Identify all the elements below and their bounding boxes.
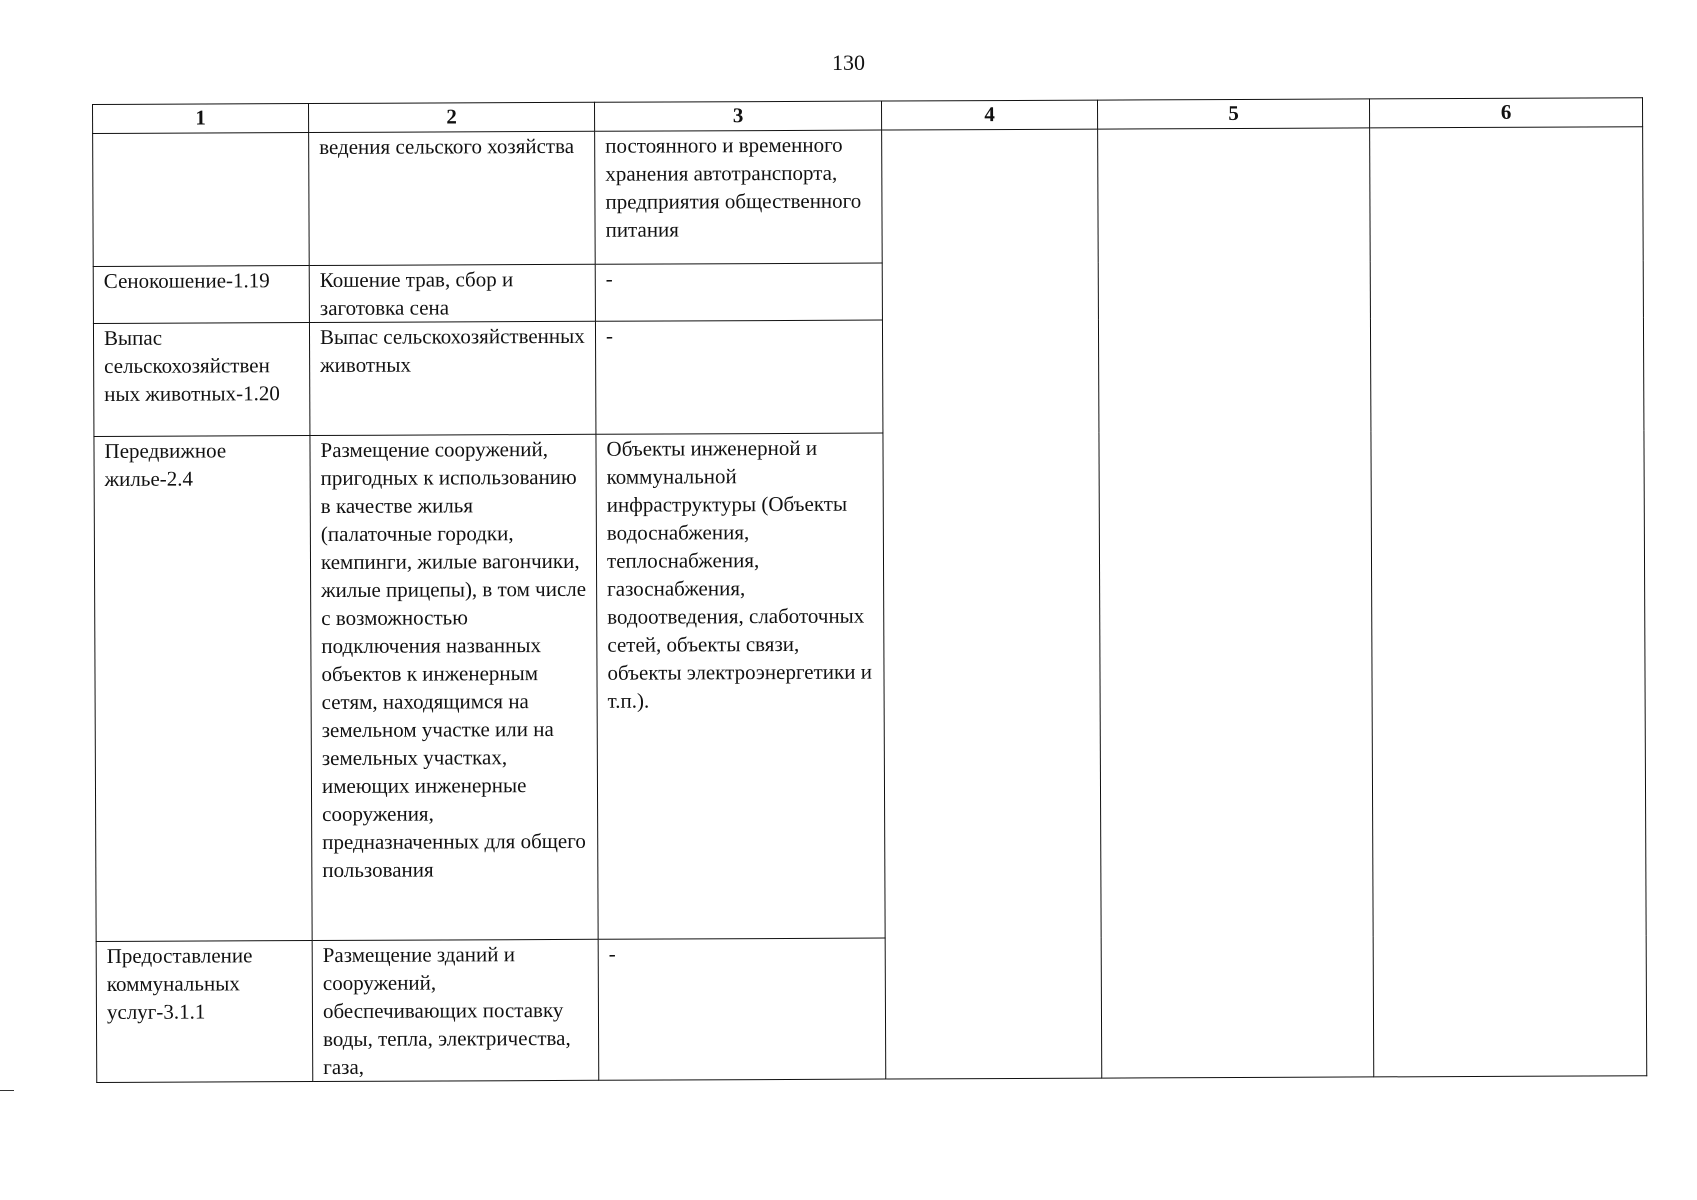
table-row [94, 430, 1646, 942]
row-4-col-4 [883, 432, 1101, 938]
table-row [96, 935, 1647, 1083]
row-5-col-4 [885, 937, 1102, 1079]
row-1-col-5 [1098, 128, 1371, 262]
row-5-use-type: Предоставление коммунальных услуг-3.1.1 [96, 941, 313, 1083]
row-3-col-6 [1370, 317, 1643, 431]
row-1-use-type [93, 133, 310, 267]
row-4-col-5 [1099, 431, 1373, 937]
table-row [93, 127, 1644, 267]
row-2-col-6 [1370, 260, 1643, 318]
land-use-table [92, 97, 1647, 1083]
row-4-description: Размещение сооружений, пригодных к использованию в качестве жилья (палаточные городки, кемпинги, жилые вагончики, жилые прицепы), в том числе с возможностью подключения названных объектов к инженерным сетям, находящимся на земельном участке или на земельных участках, имеющих инженерные сооружения, предназначенных для общего пользования [310, 434, 598, 940]
column-header-1: 1 [93, 104, 309, 134]
row-5-col-5 [1101, 936, 1374, 1078]
column-header-6: 6 [1369, 98, 1642, 128]
row-4-use-type: Передвижное жилье-2.4 [94, 436, 312, 942]
row-4-auxiliary-use: Объекты инженерной и коммунальной инфраструктуры (Объекты водоснабжения, теплоснабжения, газоснабжения, водоотведения, слаботочных сетей, объекты связи, объекты электроэнергетики и т.п.). [596, 433, 885, 939]
column-header-2: 2 [309, 102, 595, 132]
row-3-description: Выпас сельскохозяйственных животных [309, 321, 595, 435]
column-header-4: 4 [881, 100, 1097, 130]
row-1-auxiliary-use: постоянного и временного хранения автотранспорта, предприятия общественного питания [595, 130, 883, 264]
row-5-description: Размещение зданий и сооружений, обеспечивающих поставку воды, тепла, электричества, газа, [312, 939, 599, 1081]
row-2-auxiliary-use: - [595, 263, 882, 321]
row-2-col-4 [882, 262, 1098, 320]
row-3-col-5 [1098, 318, 1370, 432]
row-1-col-4 [882, 129, 1099, 263]
row-5-col-6 [1373, 935, 1647, 1077]
row-1-description: ведения сельского хозяйства [309, 131, 596, 265]
column-header-3: 3 [594, 101, 881, 131]
row-3-auxiliary-use: - [595, 320, 882, 434]
row-1-col-6 [1370, 127, 1644, 261]
row-4-col-6 [1371, 430, 1646, 936]
row-2-use-type: Сенокошение-1.19 [93, 266, 309, 324]
row-2-col-5 [1098, 261, 1370, 319]
row-5-auxiliary-use: - [598, 938, 886, 1080]
row-2-description: Кошение трав, сбор и заготовка сена [309, 264, 595, 322]
margin-mark [0, 1090, 14, 1091]
page-number: 130 [832, 50, 865, 75]
row-3-col-4 [882, 319, 1098, 433]
row-3-use-type: Выпас сельскохозяйствен ных животных-1.20 [93, 323, 309, 437]
table-row [93, 260, 1643, 324]
column-header-5: 5 [1097, 99, 1369, 129]
table-row [93, 317, 1643, 437]
